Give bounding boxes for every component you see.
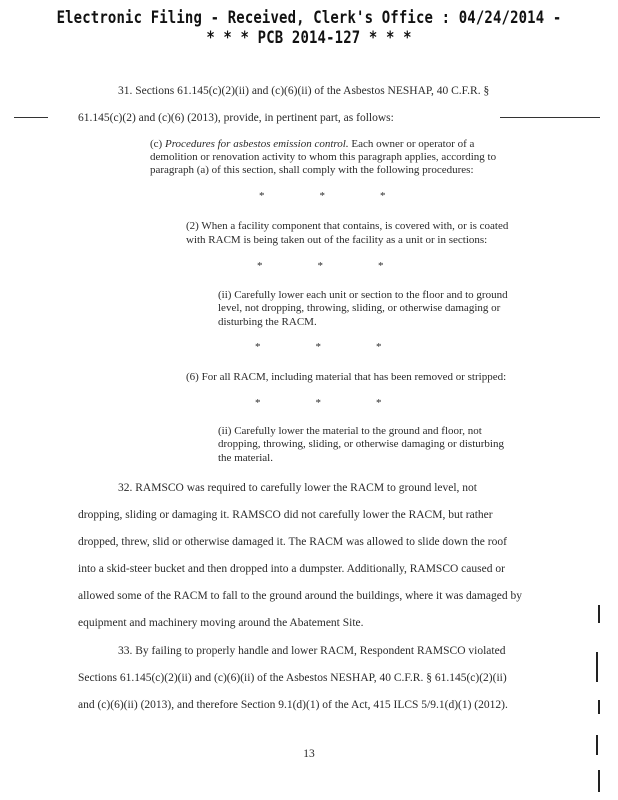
para-32-line-6: equipment and machinery moving around the Abatement Site. xyxy=(78,617,364,629)
quote-6-line-1: (6) For all RACM, including material that has been removed or stripped: xyxy=(186,371,507,383)
para-32-line-3: dropped, threw, slid or otherwise damaged it. The RACM was allowed to slide down the roof xyxy=(78,536,507,548)
para-31-line-1: 31. Sections 61.145(c)(2)(ii) and (c)(6)(ii) of the Asbestos NESHAP, 40 C.F.R. § xyxy=(118,85,490,97)
quote-c-line-3: paragraph (a) of this section, shall comply with the following procedures: xyxy=(150,164,474,176)
para-33-line-2: Sections 61.145(c)(2)(ii) and (c)(6)(ii) of the Asbestos NESHAP, 40 C.F.R. § 61.145(c)(2)(ii) xyxy=(78,672,507,684)
quote-ii-a-line-3: disturbing the RACM. xyxy=(218,316,317,328)
quote-2-line-2: with RACM is being taken out of the facility as a unit or in sections: xyxy=(186,234,488,246)
quote-c-line-1 xyxy=(150,138,474,151)
ellipsis-stars-1: * * * xyxy=(259,190,386,202)
quote-c-label: (c) xyxy=(150,138,163,150)
scan-mark xyxy=(598,605,600,623)
ellipsis-stars-3: * * * xyxy=(255,341,382,353)
para-32-line-4: into a skid-steer bucket and then dropped into a dumpster. Additionally, RAMSCO caused or xyxy=(78,563,505,575)
para-32-line-2: dropping, sliding or damaging it. RAMSCO did not carefully lower the RACM, but rather xyxy=(78,509,493,521)
ellipsis-stars-2: * * * xyxy=(257,260,384,272)
para-33-line-3: and (c)(6)(ii) (2013), and therefore Section 9.1(d)(1) of the Act, 415 ILCS 5/9.1(d)(1) (2012). xyxy=(78,699,508,711)
scan-mark xyxy=(596,652,598,682)
para-32-line-1: 32. RAMSCO was required to carefully lower the RACM to ground level, not xyxy=(118,482,477,494)
para-31-line-2: 61.145(c)(2) and (c)(6) (2013), provide, in pertinent part, as follows: xyxy=(78,112,394,124)
quote-ii-b-line-1: (ii) Carefully lower the material to the ground and floor, not xyxy=(218,425,482,437)
quote-ii-a-line-1: (ii) Carefully lower each unit or section to the floor and to ground xyxy=(218,289,508,301)
margin-rule-left xyxy=(14,117,48,118)
quote-c-line-2: demolition or renovation activity to whom this paragraph applies, according to xyxy=(150,151,497,163)
scan-mark xyxy=(598,770,600,792)
page-number: 13 xyxy=(303,748,315,760)
quote-ii-a-line-2: level, not dropping, throwing, sliding, or otherwise damaging or xyxy=(218,302,501,314)
quote-ii-b-line-3: the material. xyxy=(218,452,273,464)
para-33-line-1: 33. By failing to properly handle and lower RACM, Respondent RAMSCO violated xyxy=(118,645,506,657)
quote-ii-b-line-2: dropping, throwing, sliding, or otherwise damaging or disturbing xyxy=(218,438,504,450)
para-32-line-5: allowed some of the RACM to fall to the ground around the buildings, where it was damaged by xyxy=(78,590,522,602)
ellipsis-stars-4: * * * xyxy=(255,397,382,409)
quote-c-text: Each owner or operator of a xyxy=(348,138,475,150)
scan-mark xyxy=(598,700,600,714)
quote-c-title: Procedures for asbestos emission control. xyxy=(164,138,349,150)
margin-rule-right xyxy=(500,117,600,118)
filing-stamp: Electronic Filing - Received, Clerk's Office : 04/24/2014 - * * * PCB 2014-127 * * * xyxy=(56,8,562,48)
quote-2-line-1: (2) When a facility component that contains, is covered with, or is coated xyxy=(186,220,509,232)
